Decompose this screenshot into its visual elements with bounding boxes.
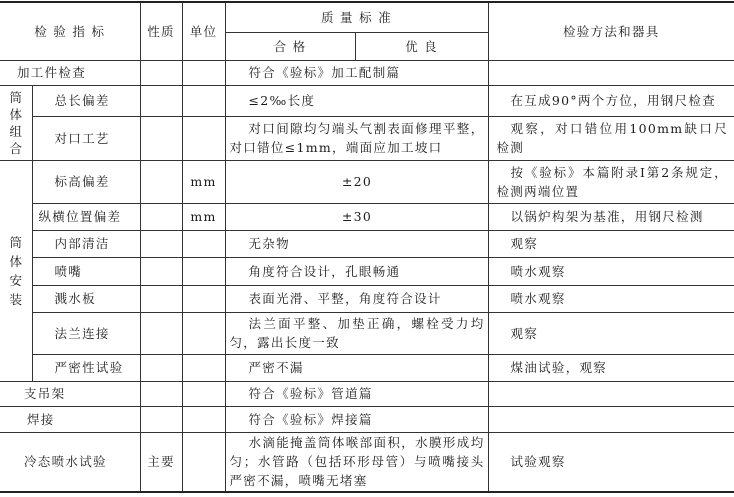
unit-cell — [182, 381, 225, 406]
header-indicator: 检 验 指 标 — [0, 2, 140, 60]
item-cell: 内部清洁 — [32, 230, 140, 257]
standard-cell: 严密不漏 — [225, 354, 488, 381]
table-row — [0, 230, 734, 257]
standard-cell: ±20 — [225, 160, 488, 203]
unit-cell — [182, 354, 225, 381]
method-cell: 观察，对口错位用100mm缺口尺检测 — [488, 116, 734, 160]
method-cell: 喷水观察 — [488, 285, 734, 312]
table-body — [0, 60, 734, 492]
nature-cell — [140, 406, 182, 432]
unit-cell: mm — [182, 160, 225, 203]
method-cell: 按《验标》本篇附录Ⅰ第2条规定，检测两端位置 — [488, 160, 734, 203]
header-quality-standard: 质 量 标 准 — [225, 2, 488, 32]
header-qualified: 合 格 — [225, 32, 355, 60]
standard-cell: 角度符合设计，孔眼畅通 — [225, 257, 488, 285]
method-cell: 在互成90°两个方位，用钢尺检查 — [488, 85, 734, 116]
table-row — [0, 285, 734, 312]
nature-cell — [140, 230, 182, 257]
header-unit: 单位 — [182, 2, 225, 60]
item-cell: 焊接 — [0, 406, 140, 432]
item-cell: 加工件检查 — [0, 60, 140, 85]
unit-cell — [182, 85, 225, 116]
item-cell: 严密性试验 — [32, 354, 140, 381]
standard-cell: 表面光滑、平整，角度符合设计 — [225, 285, 488, 312]
item-cell: 总长偏差 — [32, 85, 140, 116]
method-cell: 试验观察 — [488, 432, 734, 492]
inspection-standards-table — [0, 1, 734, 493]
table-row — [0, 406, 734, 432]
method-cell: 观察 — [488, 230, 734, 257]
nature-cell — [140, 203, 182, 230]
nature-cell — [140, 381, 182, 406]
method-cell: 以锅炉构架为基准，用钢尺检测 — [488, 203, 734, 230]
unit-cell — [182, 432, 225, 492]
method-cell: 煤油试验，观察 — [488, 354, 734, 381]
item-cell: 法兰连接 — [32, 312, 140, 354]
method-cell — [488, 60, 734, 85]
method-cell: 观察 — [488, 312, 734, 354]
method-cell — [488, 406, 734, 432]
nature-cell — [140, 312, 182, 354]
standard-cell: 符合《验标》加工配制篇 — [225, 60, 488, 85]
standard-cell: 法兰面平整、加垫正确，螺栓受力均匀，露出长度一致 — [225, 312, 488, 354]
table-header — [0, 2, 734, 60]
nature-cell — [140, 116, 182, 160]
group-label: 筒体组合 — [9, 89, 22, 156]
header-method: 检验方法和器具 — [488, 2, 734, 60]
table-row — [0, 85, 734, 116]
item-cell: 喷嘴 — [32, 257, 140, 285]
standard-cell: 无杂物 — [225, 230, 488, 257]
unit-cell — [182, 116, 225, 160]
table-row — [0, 432, 734, 492]
nature-cell — [140, 285, 182, 312]
standard-cell: 水滴能掩盖筒体喉部面积，水膜形成均匀；水管路（包括环形母管）与喷嘴接头严密不漏，喷嘴无堵塞 — [225, 432, 488, 492]
header-excellent: 优 良 — [355, 32, 488, 60]
nature-cell — [140, 354, 182, 381]
standard-cell: ≤2‰长度 — [225, 85, 488, 116]
method-cell: 喷水观察 — [488, 257, 734, 285]
unit-cell: mm — [182, 203, 225, 230]
unit-cell — [182, 406, 225, 432]
item-cell: 标高偏差 — [32, 160, 140, 203]
unit-cell — [182, 285, 225, 312]
group-cell — [0, 85, 32, 160]
item-cell: 对口工艺 — [32, 116, 140, 160]
table-row — [0, 60, 734, 85]
item-cell: 溅水板 — [32, 285, 140, 312]
group-cell — [0, 160, 32, 381]
item-cell: 支吊架 — [0, 381, 140, 406]
unit-cell — [182, 257, 225, 285]
item-cell: 纵横位置偏差 — [32, 203, 140, 230]
standard-cell: 符合《验标》焊接篇 — [225, 406, 488, 432]
unit-cell — [182, 230, 225, 257]
table-row — [0, 312, 734, 354]
unit-cell — [182, 60, 225, 85]
table-row — [0, 203, 734, 230]
standard-cell: ±30 — [225, 203, 488, 230]
nature-cell — [140, 160, 182, 203]
nature-cell — [140, 257, 182, 285]
header-row — [0, 2, 734, 32]
standard-cell: 对口间隙均匀端头气割表面修理平整，对口错位≤1mm，端面应加工坡口 — [225, 116, 488, 160]
table-row — [0, 381, 734, 406]
standard-cell: 符合《验标》管道篇 — [225, 381, 488, 406]
unit-cell — [182, 312, 225, 354]
table-row — [0, 354, 734, 381]
item-cell: 冷态喷水试验 — [0, 432, 140, 492]
header-nature: 性质 — [140, 2, 182, 60]
nature-cell: 主要 — [140, 432, 182, 492]
table-row — [0, 160, 734, 203]
table-row — [0, 116, 734, 160]
group-label: 筒体安装 — [9, 234, 22, 307]
nature-cell — [140, 85, 182, 116]
nature-cell — [140, 60, 182, 85]
table-row — [0, 257, 734, 285]
method-cell — [488, 381, 734, 406]
